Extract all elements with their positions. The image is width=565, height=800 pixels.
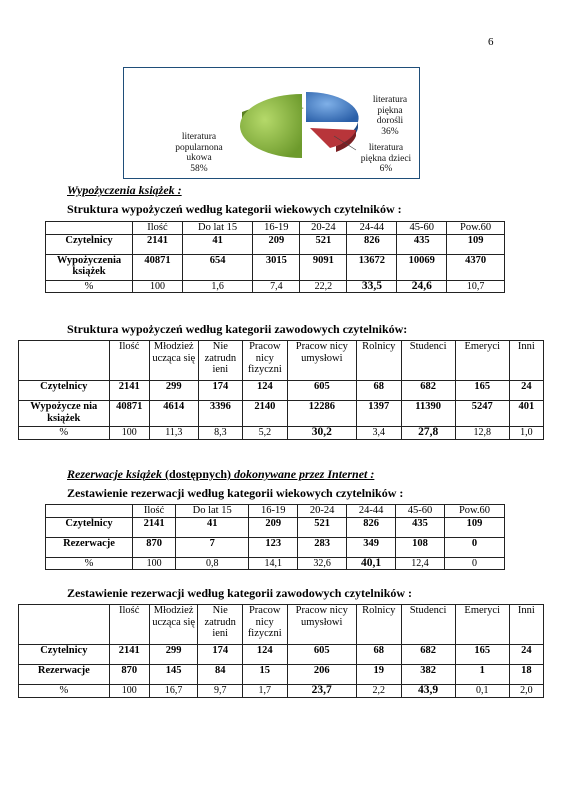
table2-title: Struktura wypożyczeń według kategorii zawodowych czytelników: xyxy=(67,322,408,336)
table-cell: 108 xyxy=(396,537,445,557)
table-cell: 521 xyxy=(298,517,347,537)
table-header-row xyxy=(19,605,544,645)
table-cell: 15 xyxy=(242,665,287,685)
table-cell: 123 xyxy=(249,537,298,557)
page-number: 6 xyxy=(488,36,494,48)
table3-title: Zestawienie rezerwacji według kategorii wiekowych czytelników : xyxy=(67,486,404,500)
table-cell: 209 xyxy=(253,234,300,254)
table-cell: 27,8 xyxy=(401,427,455,440)
table-row xyxy=(46,517,505,537)
pie-label-child: literatura piękna dzieci 6% xyxy=(360,143,412,174)
table-row xyxy=(46,254,505,280)
table-cell: 0,1 xyxy=(455,685,509,698)
table-header-row xyxy=(46,222,505,235)
header-cell: Pracow nicy fizyczni xyxy=(243,341,288,381)
pie-chart xyxy=(123,67,420,179)
table-cell: 145 xyxy=(149,665,198,685)
table-cell: 109 xyxy=(447,234,505,254)
header-cell: 45-60 xyxy=(396,505,445,518)
header-cell: Studenci xyxy=(401,341,455,381)
table-cell: 8,3 xyxy=(198,427,242,440)
table-cell: 826 xyxy=(347,517,396,537)
row-header: % xyxy=(46,280,133,293)
table-cell: 41 xyxy=(182,234,252,254)
table-cell: 12,4 xyxy=(396,557,445,570)
header-cell xyxy=(46,222,133,235)
table-row xyxy=(46,537,505,557)
row-header: % xyxy=(46,557,133,570)
table-cell: 24 xyxy=(509,381,543,401)
table-row xyxy=(19,685,544,698)
section-title-reservations: Rezerwacje książek (dostępnych) dokonywane przez Internet : xyxy=(67,467,375,481)
table-cell: 435 xyxy=(397,234,447,254)
header-cell: Nie zatrudn ieni xyxy=(198,341,242,381)
header-cell: Pracow nicy umysłowi xyxy=(287,341,356,381)
table-cell: 22,2 xyxy=(300,280,347,293)
row-header: Czytelnicy xyxy=(19,381,110,401)
table-cell: 870 xyxy=(109,665,149,685)
table-cell: 349 xyxy=(347,537,396,557)
table-row xyxy=(19,665,544,685)
table-cell: 9091 xyxy=(300,254,347,280)
table-cell: 2,2 xyxy=(356,685,401,698)
row-header: Rezerwacje xyxy=(46,537,133,557)
table-cell: 10069 xyxy=(397,254,447,280)
table-cell: 3396 xyxy=(198,401,242,427)
row-header: Czytelnicy xyxy=(19,645,110,665)
pie-slice-child xyxy=(310,128,356,148)
table-cell: 4370 xyxy=(447,254,505,280)
pie-slice-popular xyxy=(240,94,302,158)
table-cell: 654 xyxy=(182,254,252,280)
table-cell: 2140 xyxy=(243,401,288,427)
table-cell: 3,4 xyxy=(357,427,402,440)
table-age-loans xyxy=(45,221,505,293)
table-cell: 435 xyxy=(396,517,445,537)
header-cell: Rolnicy xyxy=(356,605,401,645)
header-cell: Młodzież ucząca się xyxy=(149,605,198,645)
table-cell: 1 xyxy=(455,665,509,685)
row-header: Wypożyczenia książek xyxy=(46,254,133,280)
section-title-loans: Wypożyczenia książek : xyxy=(67,183,182,197)
header-cell: Emeryci xyxy=(455,605,509,645)
table-cell: 124 xyxy=(242,645,287,665)
table-cell: 4614 xyxy=(149,401,198,427)
header-cell: Pracow nicy umysłowi xyxy=(287,605,356,645)
table4-title: Zestawienie rezerwacji według kategorii zawodowych czytelników : xyxy=(67,586,413,600)
header-cell: Ilość xyxy=(109,341,149,381)
table-cell: 682 xyxy=(401,381,455,401)
table-cell: 40,1 xyxy=(347,557,396,570)
table-cell: 11,3 xyxy=(149,427,198,440)
header-cell: 24-44 xyxy=(347,222,397,235)
table-cell: 7,4 xyxy=(253,280,300,293)
table-cell: 2141 xyxy=(133,517,176,537)
header-cell: Ilość xyxy=(133,505,176,518)
header-cell: Ilość xyxy=(109,605,149,645)
table-cell: 19 xyxy=(356,665,401,685)
table-cell: 109 xyxy=(445,517,505,537)
table-cell: 100 xyxy=(109,685,149,698)
table-cell: 2141 xyxy=(133,234,183,254)
header-cell xyxy=(19,605,110,645)
header-cell: Nie zatrudn ieni xyxy=(198,605,242,645)
table-cell: 299 xyxy=(149,645,198,665)
table-row xyxy=(19,427,544,440)
table-age-reservations xyxy=(45,504,505,570)
table-cell: 206 xyxy=(287,665,356,685)
table-cell: 16,7 xyxy=(149,685,198,698)
header-cell: Do lat 15 xyxy=(176,505,249,518)
table-cell: 0,8 xyxy=(176,557,249,570)
table-cell: 30,2 xyxy=(287,427,356,440)
header-cell: Inni xyxy=(509,341,543,381)
table-cell: 0 xyxy=(445,557,505,570)
table-cell: 174 xyxy=(198,381,242,401)
table-cell: 100 xyxy=(133,280,183,293)
table-cell: 605 xyxy=(287,381,356,401)
pie-slice-adult xyxy=(306,92,359,122)
header-cell: Pow.60 xyxy=(447,222,505,235)
table-row xyxy=(19,401,544,427)
table-cell: 2141 xyxy=(109,645,149,665)
table-cell: 682 xyxy=(401,645,455,665)
table-profession-reservations xyxy=(18,604,544,698)
header-cell: Emeryci xyxy=(455,341,509,381)
table-cell: 32,6 xyxy=(298,557,347,570)
table-cell: 23,7 xyxy=(287,685,356,698)
table-cell: 12286 xyxy=(287,401,356,427)
header-cell: 20-24 xyxy=(300,222,347,235)
table-cell: 7 xyxy=(176,537,249,557)
header-cell: 16-19 xyxy=(249,505,298,518)
pie-label-adult: literatura piękna dorośli 36% xyxy=(372,95,408,137)
table-cell: 1,6 xyxy=(182,280,252,293)
table-cell: 165 xyxy=(455,645,509,665)
table-cell: 0 xyxy=(445,537,505,557)
row-header: Czytelnicy xyxy=(46,517,133,537)
table-cell: 13672 xyxy=(347,254,397,280)
header-cell xyxy=(46,505,133,518)
table-cell: 84 xyxy=(198,665,242,685)
table-header-row xyxy=(46,505,505,518)
table-row xyxy=(46,280,505,293)
table-cell: 124 xyxy=(243,381,288,401)
table-row xyxy=(19,645,544,665)
header-cell: Młodzież ucząca się xyxy=(149,341,198,381)
table-profession-loans xyxy=(18,340,544,440)
header-cell: 24-44 xyxy=(347,505,396,518)
row-header: % xyxy=(19,427,110,440)
table-cell: 3015 xyxy=(253,254,300,280)
table-cell: 1,7 xyxy=(242,685,287,698)
table-cell: 165 xyxy=(455,381,509,401)
table-cell: 2141 xyxy=(109,381,149,401)
table-row xyxy=(19,381,544,401)
table-cell: 299 xyxy=(149,381,198,401)
table-cell: 68 xyxy=(356,645,401,665)
table-cell: 24,6 xyxy=(397,280,447,293)
table-cell: 24 xyxy=(509,645,543,665)
pie-label-popular: literatura popularnona ukowa 58% xyxy=(175,132,223,174)
header-cell: Studenci xyxy=(401,605,455,645)
table-cell: 1,0 xyxy=(509,427,543,440)
table-row xyxy=(46,557,505,570)
table-cell: 40871 xyxy=(109,401,149,427)
header-cell: Inni xyxy=(509,605,543,645)
header-cell: Rolnicy xyxy=(357,341,402,381)
table-row xyxy=(46,234,505,254)
header-cell: 45-60 xyxy=(397,222,447,235)
header-cell: Pracow nicy fizyczni xyxy=(242,605,287,645)
table-cell: 382 xyxy=(401,665,455,685)
table-cell: 33,5 xyxy=(347,280,397,293)
table-cell: 5247 xyxy=(455,401,509,427)
table-cell: 18 xyxy=(509,665,543,685)
table-cell: 870 xyxy=(133,537,176,557)
header-cell: 16-19 xyxy=(253,222,300,235)
table-cell: 5,2 xyxy=(243,427,288,440)
table1-title: Struktura wypożyczeń według kategorii wiekowych czytelników : xyxy=(67,202,402,216)
row-header: Rezerwacje xyxy=(19,665,110,685)
row-header: Czytelnicy xyxy=(46,234,133,254)
table-header-row xyxy=(19,341,544,381)
table-cell: 283 xyxy=(298,537,347,557)
table-cell: 9,7 xyxy=(198,685,242,698)
table-cell: 100 xyxy=(109,427,149,440)
table-cell: 14,1 xyxy=(249,557,298,570)
table-cell: 521 xyxy=(300,234,347,254)
table-cell: 605 xyxy=(287,645,356,665)
table-cell: 174 xyxy=(198,645,242,665)
header-cell: Ilość xyxy=(133,222,183,235)
table-cell: 2,0 xyxy=(509,685,543,698)
table-cell: 11390 xyxy=(401,401,455,427)
header-cell xyxy=(19,341,110,381)
header-cell: Pow.60 xyxy=(445,505,505,518)
header-cell: 20-24 xyxy=(298,505,347,518)
table-cell: 41 xyxy=(176,517,249,537)
table-cell: 100 xyxy=(133,557,176,570)
table-cell: 43,9 xyxy=(401,685,455,698)
table-cell: 10,7 xyxy=(447,280,505,293)
table-cell: 68 xyxy=(357,381,402,401)
table-cell: 1397 xyxy=(357,401,402,427)
table-cell: 826 xyxy=(347,234,397,254)
header-cell: Do lat 15 xyxy=(182,222,252,235)
table-cell: 40871 xyxy=(133,254,183,280)
row-header: Wypożycze nia książek xyxy=(19,401,110,427)
row-header: % xyxy=(19,685,110,698)
table-cell: 12,8 xyxy=(455,427,509,440)
table-cell: 401 xyxy=(509,401,543,427)
table-cell: 209 xyxy=(249,517,298,537)
